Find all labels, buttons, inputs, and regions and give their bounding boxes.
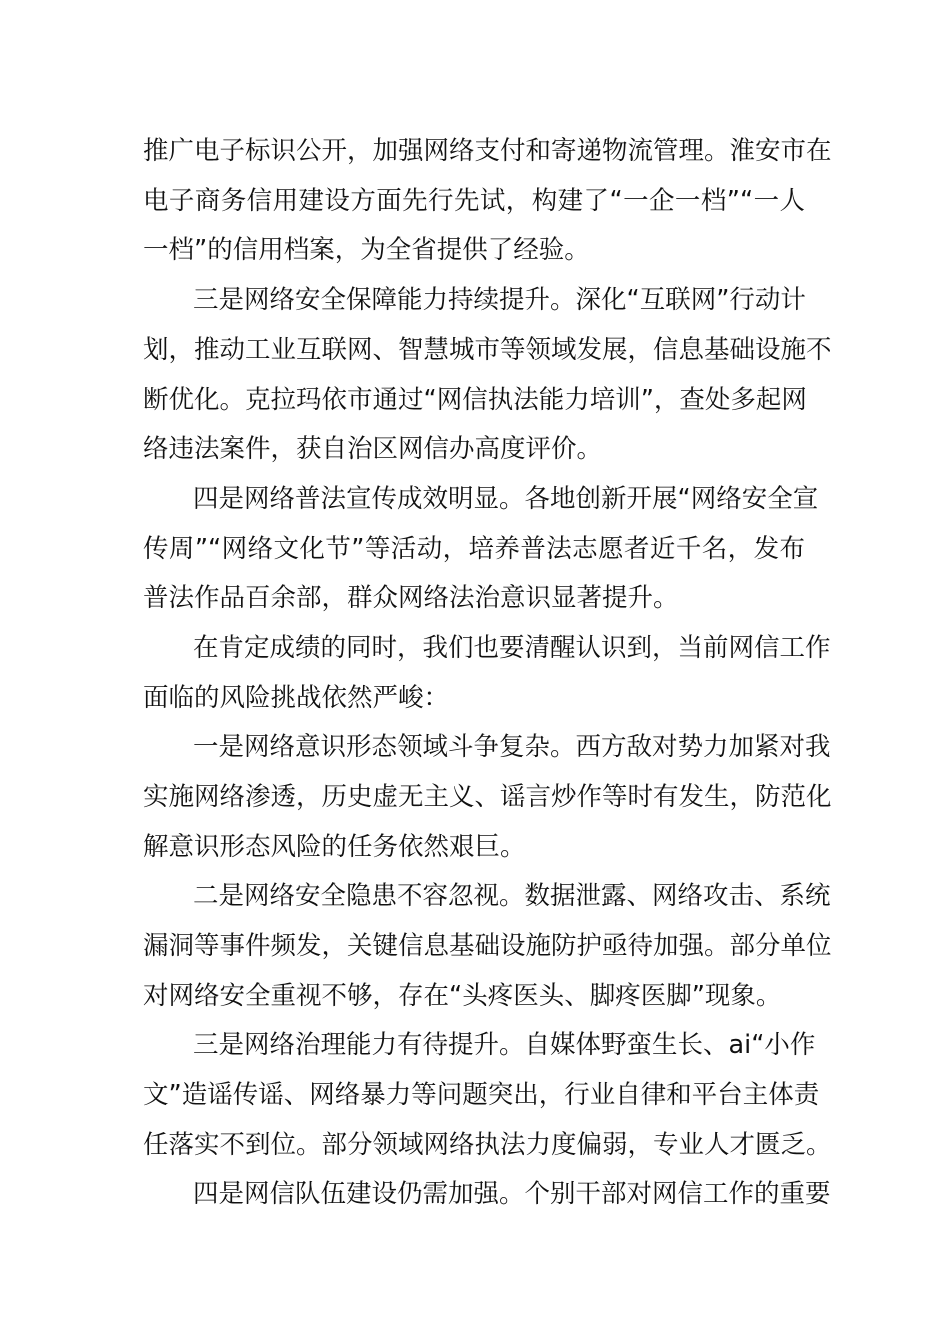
paragraph-start-line: 在肯定成绩的同时，我们也要清醒认识到，当前网信工作	[193, 633, 831, 663]
text-line: 对网络安全重视不够，存在“头疼医头、脚疼医脚”现象。	[143, 981, 782, 1011]
text-line: 任落实不到位。部分领域网络执法力度偏弱，专业人才匮乏。	[143, 1130, 832, 1160]
text-line: 传周”“网络文化节”等活动，培养普法志愿者近千名，发布	[143, 534, 805, 564]
text-line: 文”造谣传谣、网络暴力等问题突出，行业自律和平台主体责	[143, 1080, 820, 1110]
text-line: 漏洞等事件频发，关键信息基础设施防护亟待加强。部分单位	[143, 931, 832, 961]
text-line: 断优化。克拉玛依市通过“网信执法能力培训”，查处多起网	[143, 385, 807, 415]
text-line: 推广电子标识公开，加强网络支付和寄递物流管理。淮安市在	[143, 136, 832, 166]
text-line: 络违法案件，获自治区网信办高度评价。	[143, 434, 603, 464]
text-line: 实施网络渗透，历史虚无主义、谣言炒作等时有发生，防范化	[143, 782, 832, 812]
text-line: 电子商务信用建设方面先行先试，构建了“一企一档”“一人	[143, 186, 805, 216]
paragraph-start-line: 一是网络意识形态领域斗争复杂。西方敌对势力加紧对我	[193, 732, 831, 762]
text-line: 普法作品百余部，群众网络法治意识显著提升。	[143, 583, 679, 613]
paragraph-start-line: 二是网络安全隐患不容忽视。数据泄露、网络攻击、系统	[193, 881, 831, 911]
text-line: 面临的风险挑战依然严峻：	[143, 683, 450, 713]
paragraph-start-line: 四是网信队伍建设仍需加强。个别干部对网信工作的重要	[193, 1179, 831, 1209]
text-line: 一档”的信用档案，为全省提供了经验。	[143, 235, 590, 265]
paragraph-start-line: 三是网络安全保障能力持续提升。深化“互联网”行动计	[193, 285, 806, 315]
text-line: 划，推动工业互联网、智慧城市等领域发展，信息基础设施不	[143, 335, 832, 365]
paragraph-start-line: 三是网络治理能力有待提升。自媒体野蛮生长、ai“小作	[193, 1030, 816, 1060]
paragraph-start-line: 四是网络普法宣传成效明显。各地创新开展“网络安全宣	[193, 484, 819, 514]
text-line: 解意识形态风险的任务依然艰巨。	[143, 832, 526, 862]
